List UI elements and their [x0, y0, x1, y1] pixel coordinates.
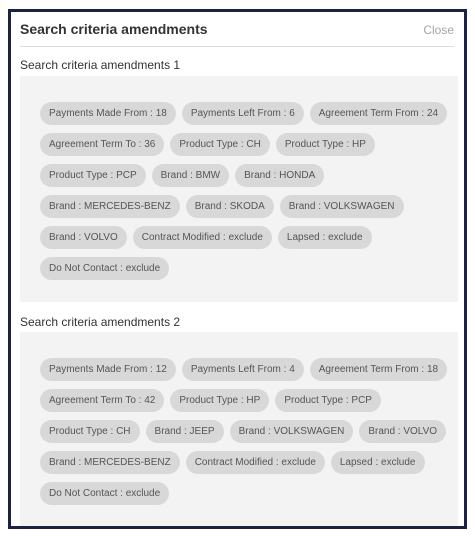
criteria-chip: Brand : MERCEDES-BENZ: [40, 195, 180, 218]
criteria-chip: Lapsed : exclude: [331, 451, 425, 474]
criteria-chip: Payments Made From : 18: [40, 102, 176, 125]
criteria-chip: Payments Made From : 12: [40, 358, 176, 381]
criteria-chip: Do Not Contact : exclude: [40, 482, 169, 505]
criteria-panel-1: [20, 76, 458, 302]
criteria-chip: Agreement Term To : 42: [40, 389, 164, 412]
dialog-title: Search criteria amendments: [20, 21, 208, 37]
criteria-chip: Brand : BMW: [152, 164, 229, 187]
criteria-chip: Product Type : PCP: [40, 164, 146, 187]
close-button[interactable]: Close: [423, 23, 454, 37]
section-label-1: Search criteria amendments 1: [20, 58, 181, 72]
criteria-chip: Brand : VOLKSWAGEN: [230, 420, 354, 443]
criteria-chip: Do Not Contact : exclude: [40, 257, 169, 280]
criteria-chip: Brand : JEEP: [146, 420, 224, 443]
criteria-chip: Brand : MERCEDES-BENZ: [40, 451, 180, 474]
search-criteria-dialog: [8, 9, 467, 529]
criteria-chip: Agreement Term From : 24: [310, 102, 447, 125]
criteria-chip: Agreement Term From : 18: [310, 358, 447, 381]
criteria-chip: Brand : VOLVO: [40, 226, 127, 249]
criteria-chip: Product Type : CH: [40, 420, 140, 443]
criteria-chip: Brand : HONDA: [235, 164, 324, 187]
criteria-chip: Brand : VOLVO: [359, 420, 446, 443]
criteria-chip: Payments Left From : 4: [182, 358, 304, 381]
criteria-chip: Contract Modified : exclude: [186, 451, 325, 474]
chip-list-1: [40, 102, 448, 280]
criteria-chip: Payments Left From : 6: [182, 102, 304, 125]
criteria-chip: Product Type : HP: [170, 389, 269, 412]
criteria-chip: Product Type : CH: [170, 133, 270, 156]
criteria-chip: Product Type : HP: [276, 133, 375, 156]
criteria-chip: Brand : VOLKSWAGEN: [280, 195, 404, 218]
criteria-panel-2: [20, 332, 458, 526]
criteria-chip: Contract Modified : exclude: [133, 226, 272, 249]
criteria-chip: Product Type : PCP: [275, 389, 381, 412]
dialog-header: [20, 12, 454, 47]
criteria-chip: Lapsed : exclude: [278, 226, 372, 249]
chip-list-2: [40, 358, 448, 505]
criteria-chip: Agreement Term To : 36: [40, 133, 164, 156]
section-label-2: Search criteria amendments 2: [20, 315, 181, 329]
criteria-chip: Brand : SKODA: [186, 195, 274, 218]
